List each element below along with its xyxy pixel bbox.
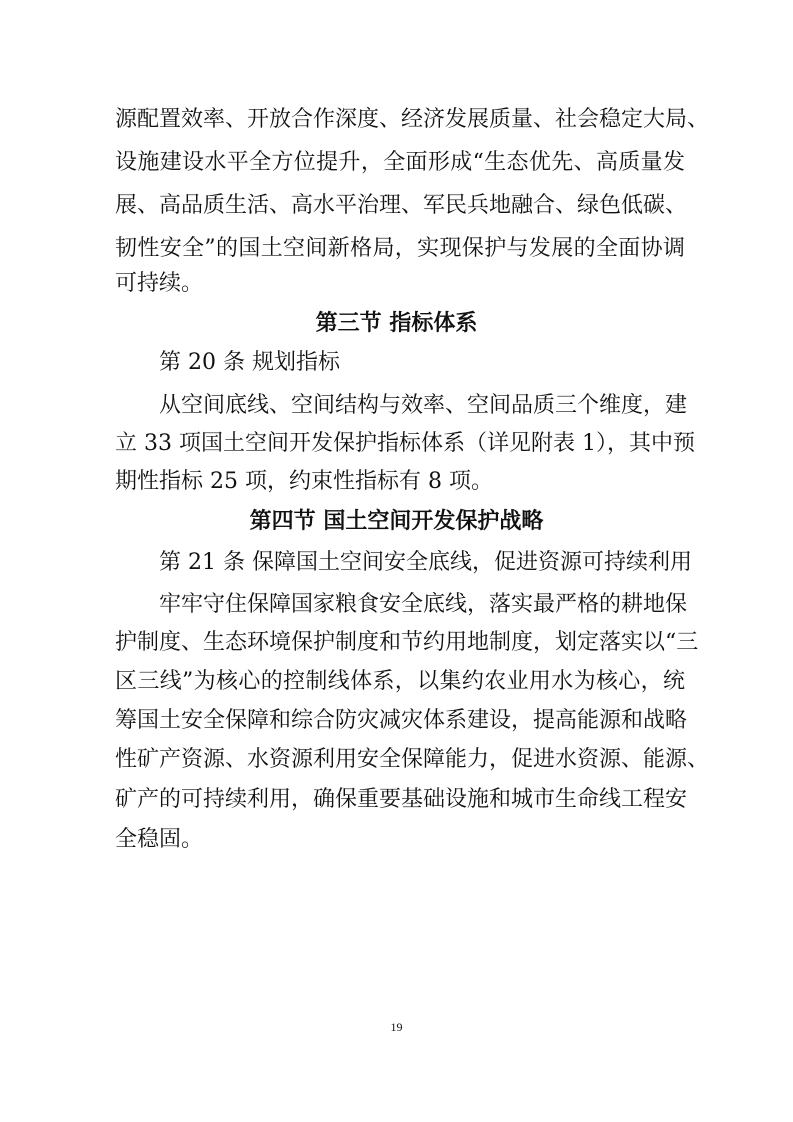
- body-text-line: 源配置效率、开放合作深度、经济发展质量、社会稳定大局、: [115, 107, 710, 132]
- body-text-line: 性矿产资源、水资源利用安全保障能力，促进水资源、能源、: [115, 747, 710, 772]
- section-heading: 第四节 国土空间开发保护战略: [249, 509, 544, 534]
- body-text-line: 可持续。: [115, 271, 204, 296]
- body-text-line: 从空间底线、空间结构与效率、空间品质三个维度，建: [159, 393, 688, 418]
- body-text-line: 全稳固。: [115, 827, 204, 852]
- body-text-line: 韧性安全”的国土空间新格局，实现保护与发展的全面协调: [115, 236, 685, 261]
- body-text-line: 期性指标 25 项，约束性指标有 8 项。: [115, 469, 493, 494]
- section-heading: 第三节 指标体系: [315, 311, 478, 336]
- page-number: 19: [390, 1020, 403, 1034]
- body-text-line: 护制度、生态环境保护制度和节约用地制度，划定落实以“三: [115, 630, 699, 655]
- body-text-line: 立 33 项国土空间开发保护指标体系（详见附表 1），其中预: [115, 431, 695, 456]
- article-title: 第 20 条 规划指标: [159, 350, 340, 375]
- body-text-line: 筹国土安全保障和综合防灾减灾体系建设，提高能源和战略: [115, 708, 688, 733]
- body-text-line: 展、高品质生活、高水平治理、军民兵地融合、绿色低碳、: [115, 193, 688, 218]
- body-text-line: 区三线”为核心的控制线体系，以集约农业用水为核心，统: [115, 669, 685, 694]
- body-text-line: 矿产的可持续利用，确保重要基础设施和城市生命线工程安: [115, 787, 688, 812]
- body-text-line: 设施建设水平全方位提升，全面形成“生态优先、高质量发: [115, 150, 685, 175]
- body-text-line: 牢牢守住保障国家粮食安全底线，落实最严格的耕地保: [159, 592, 688, 617]
- article-title: 第 21 条 保障国土空间安全底线，促进资源可持续利用: [159, 550, 692, 575]
